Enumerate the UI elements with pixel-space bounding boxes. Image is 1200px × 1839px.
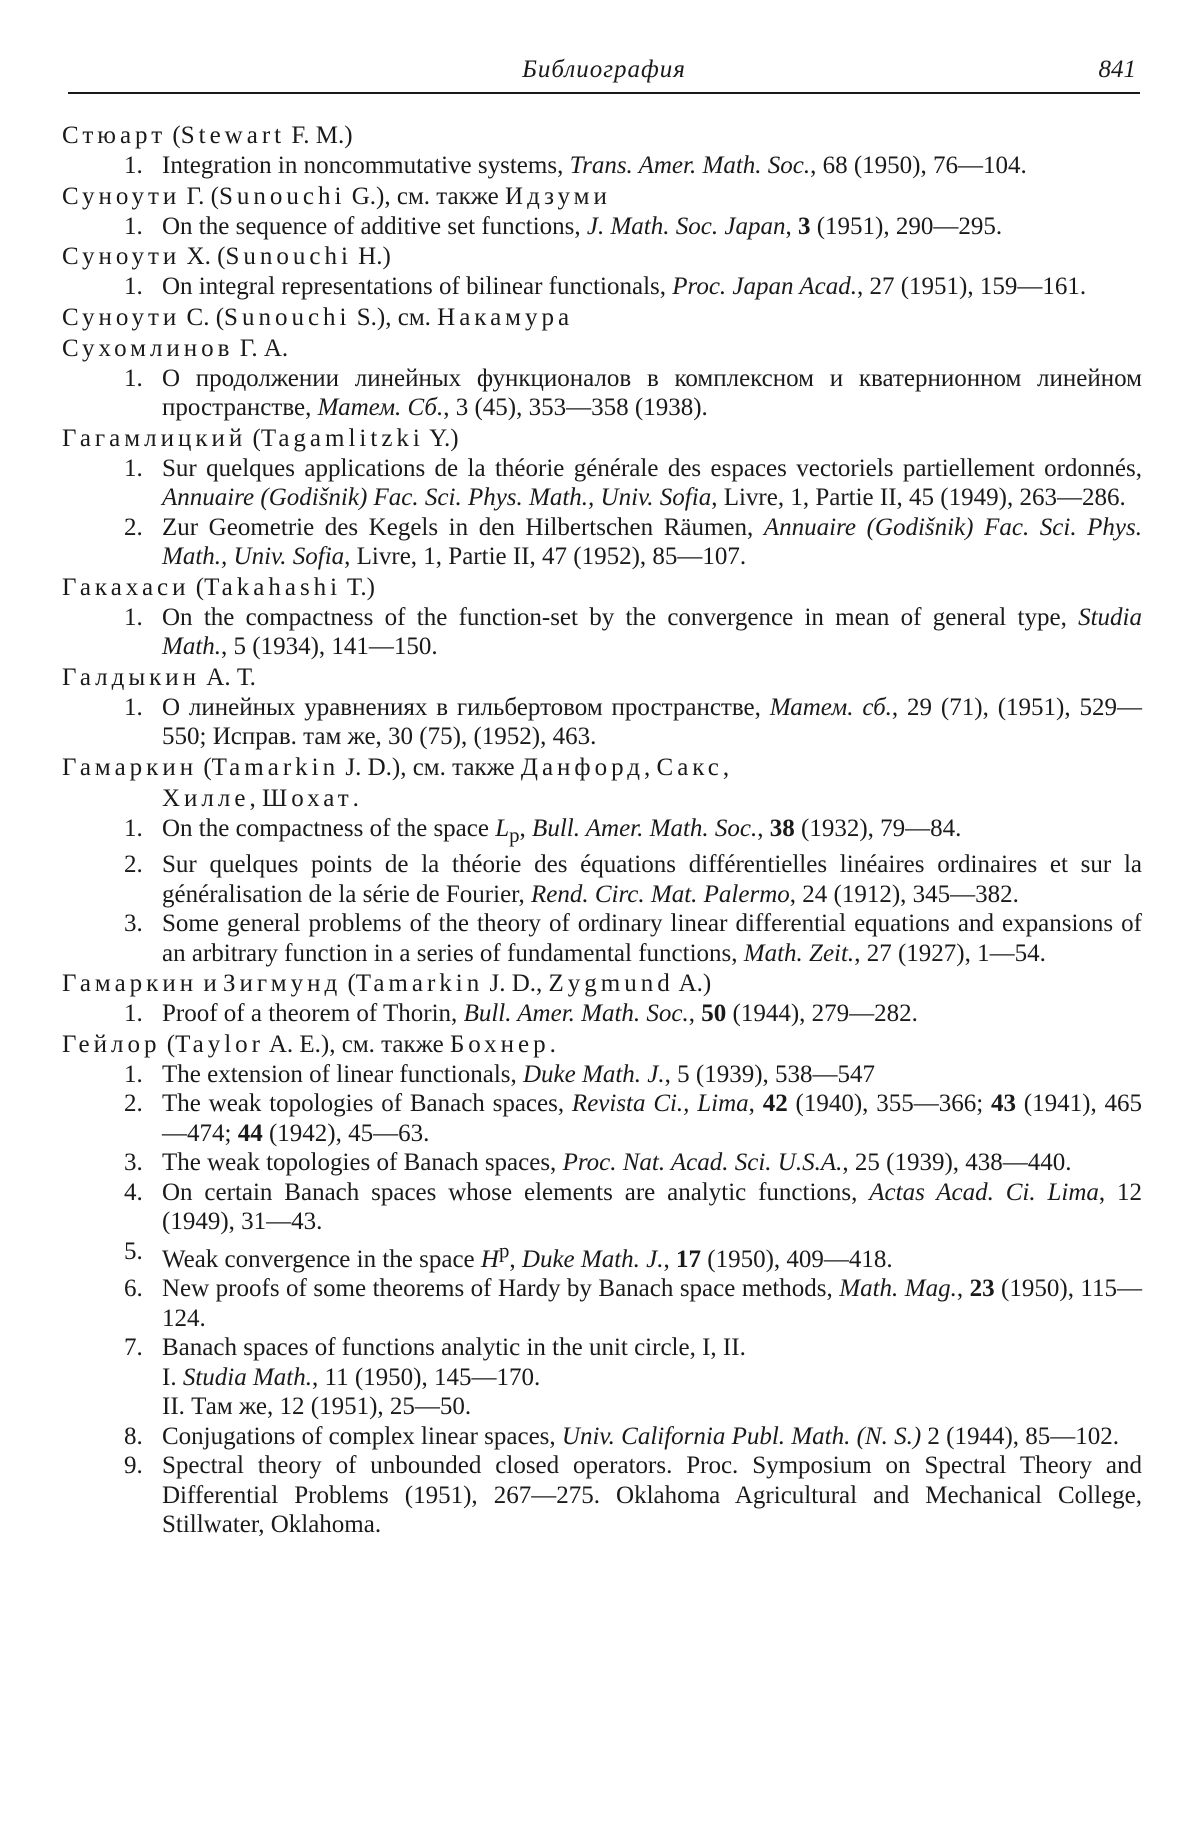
bibliography-entry	[0, 302, 1200, 333]
text-run: J. D.,	[483, 970, 549, 997]
text-run: On integral representations of bilinear functionals,	[162, 273, 673, 300]
text-run: Гагамлицкий	[62, 424, 247, 452]
reference-text	[162, 1452, 1142, 1538]
text-run: J. Math. Soc. Japan	[586, 212, 786, 240]
text-run: (1950), 409—418.	[701, 1245, 893, 1273]
text-run: 43	[991, 1090, 1016, 1117]
reference-number: 1.	[124, 273, 143, 300]
text-run: On the compactness of the function-set by the convergence in mean of general type,	[162, 603, 1079, 631]
reference-text	[162, 365, 1142, 422]
text-run: G.), см. также	[345, 182, 506, 210]
reference-text	[162, 1090, 1142, 1147]
text-run: Math. Zeit.	[743, 939, 855, 967]
bibliography-entry	[0, 662, 1200, 752]
text-run: (1932), 79—84.	[794, 814, 962, 842]
text-run: Данфорд	[520, 753, 645, 781]
bibliography-entry	[0, 572, 1200, 662]
reference-text	[162, 213, 1002, 240]
text-run: Bull. Amer. Math. Soc.	[463, 1000, 689, 1027]
reference-text	[162, 1334, 746, 1420]
text-run: The weak topologies of Banach spaces,	[162, 1149, 563, 1176]
text-run: Гамаркин	[62, 970, 198, 997]
text-run: , 24 (1912), 345—382.	[789, 880, 1019, 908]
text-run: Rend. Circ. Mat. Palermo	[531, 880, 790, 908]
reference-number: 3.	[124, 1149, 143, 1176]
text-run: Sunouchi	[219, 182, 346, 210]
author-heading	[62, 423, 1142, 454]
reference-number: 1.	[124, 212, 143, 240]
text-run: Banach spaces of functions analytic in the unit circle, I, II.	[162, 1334, 746, 1362]
text-run: F. M.)	[285, 122, 353, 149]
text-run: Taylor	[175, 1030, 264, 1058]
text-run: Sunouchi	[224, 303, 351, 331]
author-heading	[62, 181, 1142, 212]
text-run: On the compactness of the space	[162, 814, 496, 842]
text-run: , 11 (1950), 145—170.	[312, 1363, 541, 1391]
reference-number: 2.	[124, 1090, 143, 1117]
text-run: Proc. Japan Acad.	[672, 273, 857, 300]
bibliography-entry	[0, 1029, 1200, 1540]
reference-number: 1.	[124, 603, 143, 631]
bibliography-entry	[0, 968, 1200, 1029]
text-run: , 68 (1950), 76—104.	[810, 152, 1027, 179]
text-run: , 29 (71), (1951), 529—550; Исправ. там же, 30 (75), (1952), 463.	[162, 693, 1142, 750]
bibliography-entry	[0, 333, 1200, 423]
text-run: (1951), 290—295.	[810, 212, 1003, 240]
reference-item	[124, 1422, 1142, 1452]
reference-item	[124, 1089, 1143, 1148]
reference-number: 6.	[124, 1275, 143, 1303]
text-run: Sur quelques points de la théorie des équations différentielles linéaires ordinaires et sur la généralisation de la série de Fourier,	[162, 851, 1142, 908]
reference-text	[162, 814, 962, 847]
text-run: The weak topologies of Banach spaces,	[162, 1090, 572, 1117]
author-heading	[62, 302, 1142, 333]
text-run: ,	[249, 784, 262, 812]
text-run: .	[352, 784, 359, 812]
bibliography-entries	[0, 120, 1200, 1540]
reference-item	[124, 1148, 1142, 1178]
reference-item	[124, 603, 1142, 662]
reference-item	[124, 151, 1142, 181]
text-run: Conjugations of complex linear spaces,	[162, 1422, 562, 1450]
author-heading	[62, 241, 1142, 272]
text-run: Гамаркин	[62, 753, 198, 781]
text-run: 23	[969, 1275, 995, 1303]
author-heading	[62, 752, 1142, 783]
text-run: , 27 (1951), 159—161.	[856, 273, 1087, 300]
text-run: Bull. Amer. Math. Soc.	[532, 814, 758, 842]
reference-text	[162, 1238, 893, 1273]
text-run: The extension of linear functionals,	[162, 1060, 523, 1088]
text-run: Proc. Nat. Acad. Sci. U.S.A.	[562, 1149, 843, 1176]
text-run: ,	[956, 1275, 970, 1303]
reference-item	[124, 814, 1142, 851]
text-run: 42	[762, 1090, 788, 1117]
reference-item	[124, 513, 1143, 572]
text-run: А. Т.	[200, 663, 256, 691]
text-run: Sur quelques applications de la théorie générale des espaces vectoriels partiellement ordonnés,	[162, 454, 1142, 482]
author-heading	[62, 662, 1142, 693]
text-run: ,	[748, 1090, 763, 1117]
text-run: Studia Math.	[182, 1363, 312, 1391]
bibliography-entry	[0, 752, 1200, 969]
text-run: Spectral theory of unbounded closed operators. Proc. Symposium on Spectral Theory and Differential Problems (1951), 267—275. Oklahoma Agricultural and Mechanical College, Stillwater, Oklahoma.	[162, 1452, 1142, 1539]
reference-number: 1.	[124, 693, 143, 721]
bibliography-entry	[0, 120, 1200, 181]
reference-text	[162, 604, 1142, 661]
text-run: p	[498, 1238, 510, 1263]
reference-text	[162, 1000, 918, 1027]
text-run: Proof of a theorem of Thorin,	[162, 1000, 464, 1027]
text-run: (	[189, 573, 205, 601]
reference-item	[124, 1060, 1142, 1090]
text-run: (1950), 115—124.	[162, 1275, 1142, 1332]
reference-text	[162, 1179, 1142, 1236]
text-run: Гакахаси	[62, 573, 190, 601]
text-run: Annuaire (Godišnik) Fac. Sci. Phys. Math., Univ. Sofia	[162, 513, 1143, 570]
text-run: A.)	[673, 970, 712, 997]
text-run: (	[341, 970, 356, 997]
text-run: .	[549, 1030, 556, 1058]
text-run: 3	[797, 212, 811, 240]
reference-text	[162, 273, 1086, 300]
page-header	[68, 52, 1140, 94]
author-heading	[62, 333, 1142, 364]
reference-number: 1.	[124, 1000, 143, 1027]
text-run: On certain Banach spaces whose elements are analytic functions,	[162, 1178, 870, 1206]
text-run: H.)	[351, 243, 391, 270]
text-run: Г. А.	[233, 334, 289, 362]
text-run: I.	[162, 1363, 183, 1391]
text-run: Trans. Amer. Math. Soc.	[569, 152, 811, 179]
text-run: Sunouchi	[225, 243, 352, 270]
reference-number: 1.	[124, 1060, 143, 1088]
text-run: Actas Acad. Ci. Lima	[869, 1178, 1099, 1206]
bibliography-entry	[0, 423, 1200, 572]
text-run: Univ. California Publ. Math. (N. S.)	[561, 1422, 922, 1450]
text-run: 17	[676, 1245, 702, 1273]
text-run: L	[495, 814, 510, 842]
reference-text	[162, 1423, 1119, 1450]
reference-item	[124, 272, 1142, 302]
text-run: Хилле	[162, 784, 250, 812]
page-number: 841	[1098, 56, 1136, 83]
reference-number: 9.	[124, 1452, 143, 1480]
text-run: (1944), 279—282.	[726, 1000, 918, 1027]
text-run: и	[197, 970, 223, 997]
text-run: , 5 (1939), 538—547	[664, 1060, 876, 1088]
text-run: J. D.), см. также	[339, 753, 521, 781]
text-run: Studia Math.	[162, 603, 1142, 660]
reference-number: 2.	[124, 851, 143, 878]
reference-item	[124, 1274, 1142, 1333]
reference-number: 7.	[124, 1334, 143, 1362]
author-heading	[62, 1029, 1142, 1060]
text-run: A. E.), см. также	[263, 1030, 450, 1058]
text-run: 2 (1944), 85—102.	[921, 1422, 1120, 1450]
text-run: 50	[701, 1000, 727, 1027]
text-run: (	[246, 424, 261, 452]
text-run: Duke Math. J.	[523, 1060, 665, 1088]
text-run: Takahashi	[204, 573, 342, 601]
text-run: Стюарт	[62, 122, 167, 149]
bibliography-entry	[0, 241, 1200, 302]
text-run: , 12 (1949), 31—43.	[162, 1178, 1142, 1235]
text-run: Zur Geometrie des Kegels in den Hilbertschen Räumen,	[162, 513, 764, 541]
text-run: Tagamlitzki	[260, 424, 424, 452]
running-title: Библиография	[522, 56, 686, 83]
text-run: Галдыкин	[62, 663, 201, 691]
reference-text	[162, 1149, 1072, 1176]
text-run: Суноути	[62, 182, 181, 210]
reference-item	[124, 1333, 1142, 1422]
text-run: Накамура	[437, 303, 574, 331]
text-run: T.)	[341, 573, 375, 601]
text-run: Г. (	[180, 182, 220, 210]
text-run: Зигмунд	[222, 970, 342, 997]
reference-item	[124, 1237, 1142, 1275]
reference-number: 1.	[124, 364, 143, 392]
reference-text	[162, 455, 1142, 512]
text-run: , Livre, 1, Partie II, 47 (1952), 85—107.	[344, 543, 747, 570]
text-run: Y.)	[423, 424, 459, 452]
text-run: ,	[663, 1245, 677, 1273]
text-run: (	[160, 1030, 176, 1058]
text-run: ,	[757, 814, 770, 842]
text-run: Матем. Сб.	[317, 394, 444, 421]
text-run: ,	[644, 753, 657, 781]
bibliography-entry	[0, 181, 1200, 242]
text-run: Zygmund	[548, 970, 674, 997]
author-heading	[62, 572, 1142, 603]
text-run: II. Там же, 12 (1951), 25—50.	[162, 1393, 472, 1421]
text-run: (	[197, 753, 212, 781]
text-run: Гейлор	[62, 1030, 161, 1058]
text-run: , Livre, 1, Partie II, 45 (1949), 263—286.	[711, 484, 1126, 511]
reference-number: 5.	[124, 1237, 143, 1265]
text-run: Revista Ci., Lima	[571, 1090, 749, 1117]
text-run: , 25 (1939), 438—440.	[842, 1149, 1072, 1176]
text-run: ,	[509, 1245, 522, 1273]
text-run: Annuaire (Godišnik) Fac. Sci. Phys. Math., Univ. Sofia	[162, 484, 712, 511]
text-run: (1942), 45—63.	[262, 1119, 430, 1147]
text-run: Tamarkin	[211, 753, 340, 781]
text-run: On the sequence of additive set functions,	[162, 212, 587, 240]
text-run: ,	[688, 1000, 702, 1027]
reference-item	[124, 693, 1142, 752]
reference-number: 8.	[124, 1422, 143, 1450]
reference-number: 3.	[124, 910, 143, 937]
text-run: Сакс	[656, 753, 723, 781]
text-run: О линейных уравнениях в гильбертовом пространстве,	[162, 693, 770, 721]
author-heading	[62, 120, 1142, 151]
text-run: Идзуми	[505, 182, 611, 210]
reference-number: 1.	[124, 814, 143, 842]
reference-item	[124, 999, 1142, 1029]
text-run: 38	[769, 814, 795, 842]
text-run: Weak convergence in the space	[162, 1245, 481, 1273]
text-run: Суноути	[62, 243, 181, 270]
reference-text	[162, 1275, 1142, 1332]
text-run: Бохнер	[449, 1030, 550, 1058]
reference-item	[124, 364, 1142, 423]
author-heading-continuation	[162, 783, 1142, 814]
author-heading	[62, 968, 1142, 999]
text-run: ,	[519, 814, 533, 842]
text-run: Stewart	[180, 122, 286, 149]
text-run: X. (	[180, 243, 226, 270]
text-run: 44	[237, 1119, 263, 1147]
text-run: Шохат	[261, 784, 353, 812]
text-run: , 5 (1934), 141—150.	[221, 633, 438, 660]
text-run: (	[166, 122, 181, 149]
reference-number: 1.	[124, 152, 143, 179]
text-run: Some general problems of the theory of ordinary linear differential equations and expansions of an arbitrary function in a series of fundamental functions,	[162, 910, 1142, 967]
reference-item	[124, 1178, 1142, 1237]
text-run: О продолжении линейных функционалов в комплексном и кватернионном линейном пространстве,	[162, 364, 1142, 421]
text-run: S.), см.	[350, 303, 438, 331]
reference-text	[162, 910, 1142, 967]
reference-text	[162, 694, 1142, 751]
reference-item	[124, 1451, 1142, 1540]
text-run: (1941), 465—474;	[162, 1090, 1143, 1147]
reference-number: 1.	[124, 454, 143, 482]
reference-number: 2.	[124, 513, 143, 541]
reference-item	[124, 850, 1142, 909]
reference-item	[124, 909, 1142, 968]
text-run: p	[509, 822, 520, 847]
reference-item	[124, 212, 1142, 242]
text-run: Math. Mag.	[839, 1275, 957, 1303]
text-run: Суноути	[62, 303, 181, 331]
reference-text	[162, 851, 1142, 908]
text-run: Duke Math. J.	[521, 1245, 664, 1273]
reference-number: 4.	[124, 1178, 143, 1206]
text-run: ,	[785, 212, 798, 240]
text-run: Сухомлинов	[62, 334, 234, 362]
text-run: ,	[722, 753, 730, 781]
text-run: , 3 (45), 353—358 (1938).	[443, 394, 708, 421]
text-run: Матем. сб.	[769, 693, 892, 721]
text-run: (1940), 355—366;	[787, 1090, 991, 1117]
text-run: New proofs of some theorems of Hardy by Banach space methods,	[162, 1275, 840, 1303]
text-run: , 27 (1927), 1—54.	[854, 939, 1046, 967]
text-run: С. (	[180, 303, 225, 331]
text-run: Tamarkin	[355, 970, 484, 997]
reference-text	[162, 1061, 875, 1088]
reference-text	[162, 514, 1142, 571]
text-run: H	[480, 1245, 499, 1273]
reference-item	[124, 454, 1142, 513]
reference-text	[162, 152, 1027, 179]
text-run: Integration in noncommutative systems,	[162, 152, 570, 179]
